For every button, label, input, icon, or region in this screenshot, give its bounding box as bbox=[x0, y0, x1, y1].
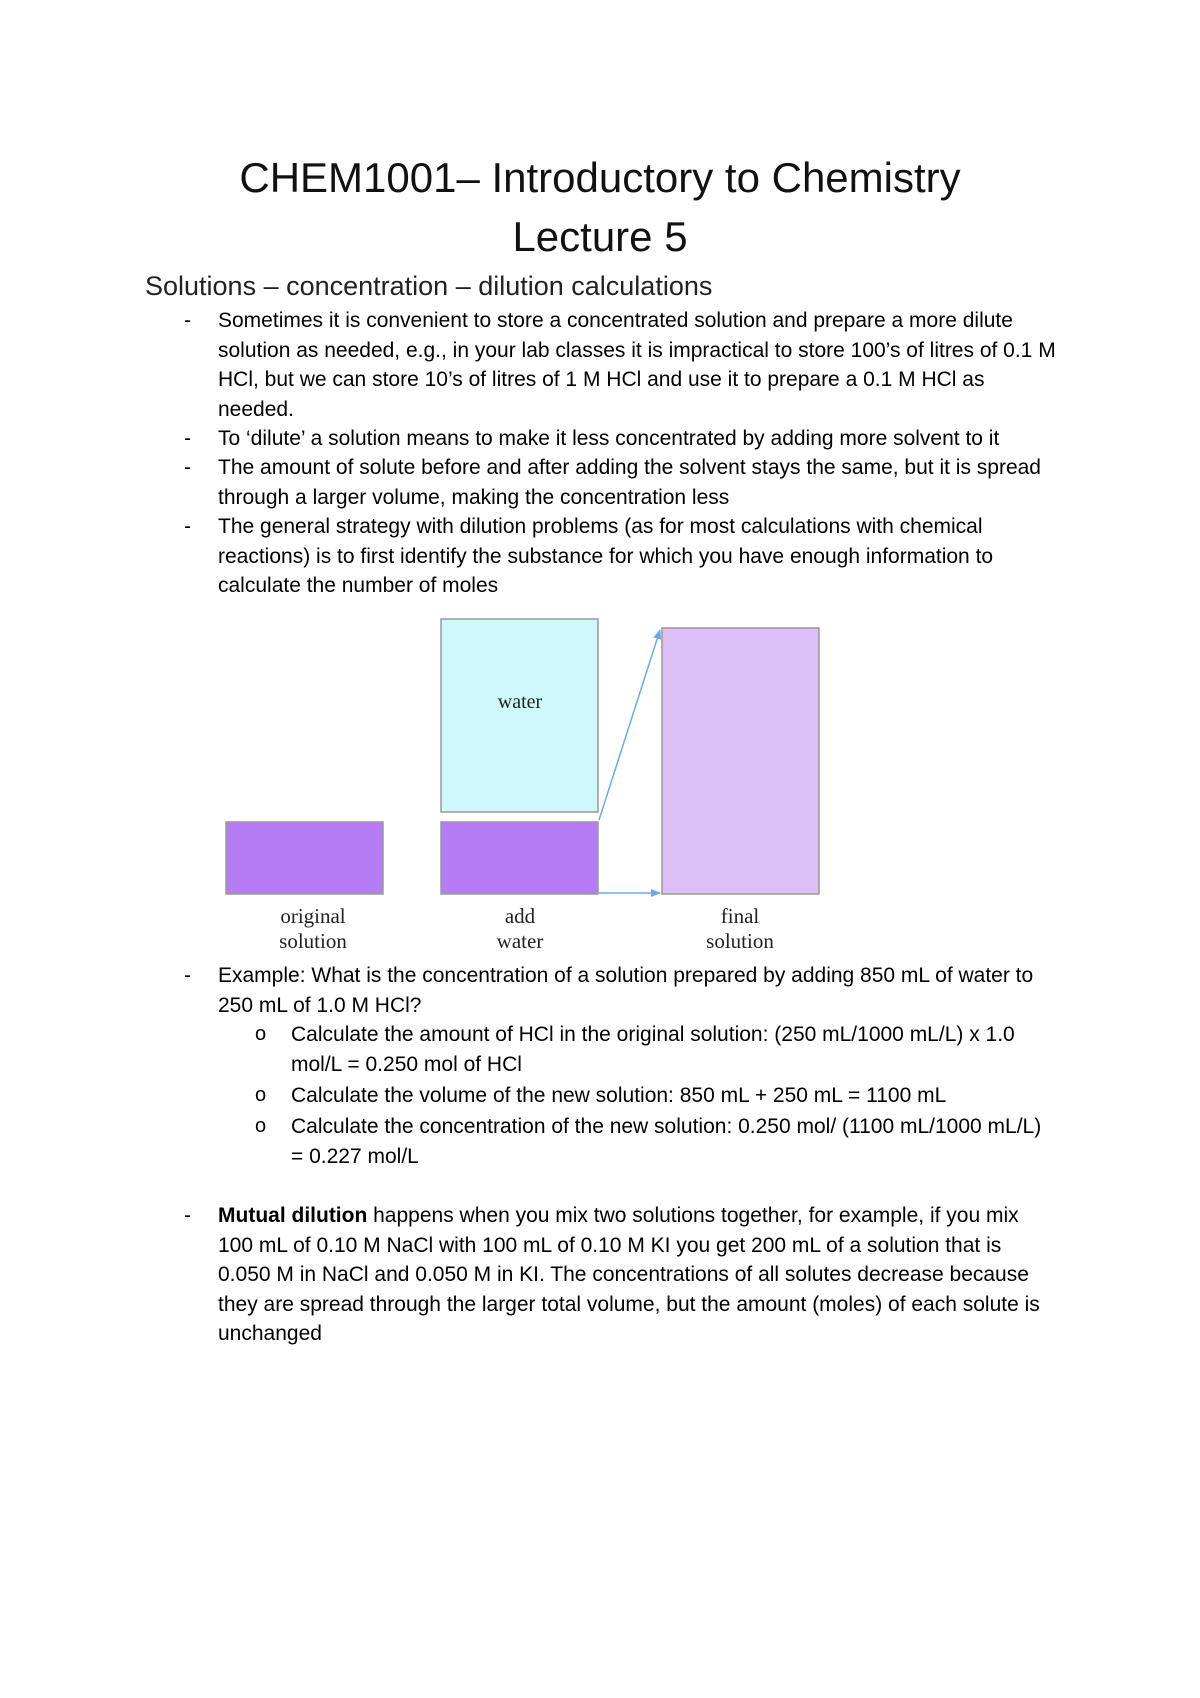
caption-add-2: water bbox=[496, 929, 544, 953]
caption-original-1: original bbox=[280, 904, 346, 928]
step-text: Calculate the amount of HCl in the original solution: (250 mL/1000 mL/L) x 1.0 mol/L = 0.250 mol of HCl bbox=[291, 1023, 1015, 1076]
mutual-dilution-term: Mutual dilution bbox=[218, 1204, 368, 1227]
bullet-dash: - bbox=[184, 1204, 191, 1227]
document-title: CHEM1001– Introductory to Chemistry bbox=[239, 154, 961, 201]
step-bullet: o bbox=[255, 1023, 267, 1045]
bullet-text: The general strategy with dilution problems (as for most calculations with chemical reactions) is to first identify the substance for which you have enough information to calculate the number of moles bbox=[218, 515, 994, 597]
step-text: Calculate the concentration of the new solution: 0.250 mol/ (1100 mL/1000 mL/L) = 0.227 mol/L bbox=[291, 1115, 1042, 1168]
bullet-text: Sometimes it is convenient to store a concentrated solution and prepare a more dilute solution as needed, e.g., in your lab classes it is impractical to store 100’s of litres of 0.1 M HCl, but we can store 10’s of litres of 1 M HCl and use it to prepare a 0.1 M HCl as needed. bbox=[218, 309, 1056, 421]
add-solution-box bbox=[441, 822, 598, 894]
bullet-dash: - bbox=[184, 309, 191, 332]
step-text: Calculate the volume of the new solution: 850 mL + 250 mL = 1100 mL bbox=[291, 1084, 947, 1107]
lecture-number: Lecture 5 bbox=[512, 213, 688, 260]
step-bullet: o bbox=[255, 1084, 267, 1106]
mutual-dilution-text bbox=[218, 1201, 1058, 1349]
example-question: Example: What is the concentration of a solution prepared by adding 850 mL of water to 250 mL of 1.0 M HCl? bbox=[218, 964, 1034, 1017]
bullet-dash: - bbox=[184, 964, 191, 987]
caption-add-1: add bbox=[504, 904, 536, 928]
bullet-dash: - bbox=[184, 515, 191, 538]
caption-final-2: solution bbox=[706, 929, 774, 953]
step-bullet: o bbox=[255, 1115, 267, 1137]
section-heading: Solutions – concentration – dilution calculations bbox=[145, 271, 713, 301]
mutual-dilution-body: happens when you mix two solutions together, for example, if you mix 100 mL of 0.10 M NaCl with 100 mL of 0.10 M KI you get 200 mL of a solution that is 0.050 M in NaCl and 0.050 M in KI. The concentrations of all solutes decrease because they are spread through the larger total volume, but the amount (moles) of each solute is unchanged bbox=[218, 1204, 1040, 1345]
final-solution-box bbox=[662, 628, 819, 894]
water-label: water bbox=[497, 691, 543, 713]
bullet-text: To ‘dilute’ a solution means to make it less concentrated by adding more solvent to it bbox=[218, 427, 1000, 450]
bullet-dash: - bbox=[184, 456, 191, 479]
caption-original-2: solution bbox=[279, 929, 347, 953]
bullet-text: The amount of solute before and after adding the solvent stays the same, but it is spread through a larger volume, making the concentration less bbox=[218, 456, 1041, 509]
arrow-top bbox=[599, 630, 660, 820]
water-box bbox=[441, 619, 598, 812]
caption-final-1: final bbox=[720, 904, 760, 928]
original-solution-box bbox=[226, 822, 383, 894]
bullet-dash: - bbox=[184, 427, 191, 450]
